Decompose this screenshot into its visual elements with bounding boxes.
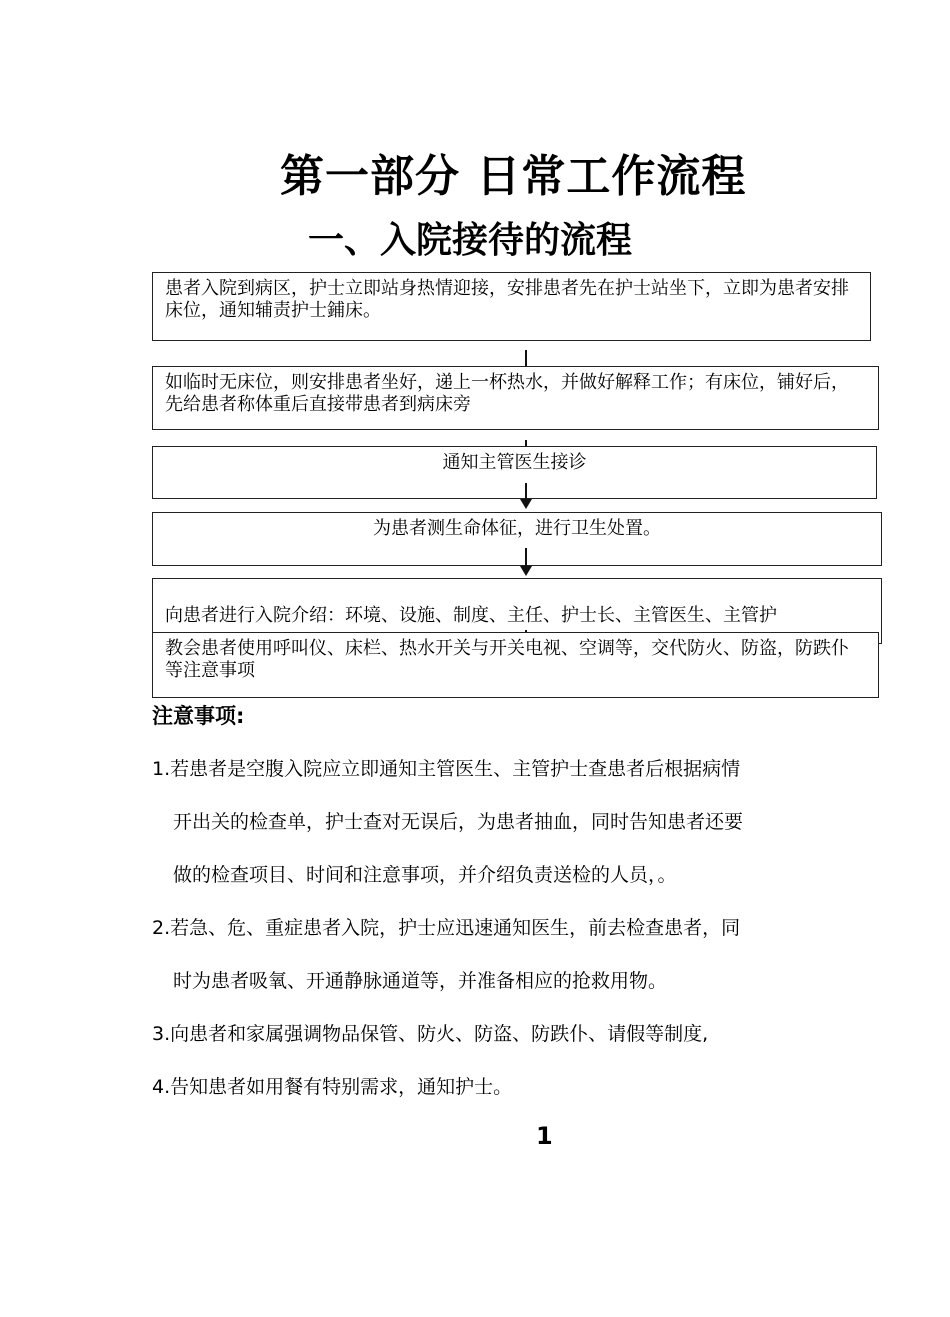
flow-step-3-text: 通知主管医生接诊 bbox=[442, 452, 587, 473]
flow-step-6-text: 教会患者使用呼叫仪、床栏、热水开关与开关电视、空调等，交代防火、防盗，防跌仆等注意事项 bbox=[165, 638, 849, 681]
note-line: 2.若急、危、重症患者入院，护士应迅速通知医生，前去检查患者，同 bbox=[152, 917, 741, 939]
flow-arrow-3 bbox=[525, 483, 527, 501]
flow-step-4 bbox=[152, 512, 882, 566]
page-title: 第一部分 日常工作流程 bbox=[280, 151, 747, 202]
note-line: 时为患者吸氧、开通静脉通道等，并准备相应的抢救用物。 bbox=[173, 970, 668, 992]
page-number: 1 bbox=[536, 1122, 553, 1150]
note-line: 3.向患者和家属强调物品保管、防火、防盗、防跌仆、请假等制度, bbox=[152, 1023, 709, 1045]
note-line: 4.告知患者如用餐有特别需求，通知护士。 bbox=[152, 1076, 513, 1098]
notes-heading: 注意事项: bbox=[152, 704, 245, 728]
flow-step-5-text: 向患者进行入院介绍：环境、设施、制度、主任、护士长、主管医生、主管护 bbox=[165, 605, 777, 626]
flow-step-2-text: 如临时无床位，则安排患者坐好，递上一杯热水，并做好解释工作；有床位，铺好后，先给患者称体重后直接带患者到病床旁 bbox=[165, 372, 849, 415]
flow-arrow-4 bbox=[525, 548, 527, 568]
note-line: 开出关的检查单，护士查对无误后，为患者抽血，同时告知患者还要 bbox=[173, 811, 744, 833]
flow-step-6 bbox=[152, 632, 879, 698]
note-line: 1.若患者是空腹入院应立即通知主管医生、主管护士查患者后根据病情 bbox=[152, 758, 741, 780]
flow-step-1-text: 患者入院到病区，护士立即站身热情迎接，安排患者先在护士站坐下，立即为患者安排床位，通知辅责护士鋪床。 bbox=[165, 278, 849, 321]
flow-step-4-text: 为患者测生命体征，进行卫生处置。 bbox=[373, 518, 661, 539]
flow-step-3 bbox=[152, 446, 877, 499]
section-title: 一、入院接待的流程 bbox=[308, 220, 633, 261]
note-line: 做的检查项目、时间和注意事项，并介绍负责送检的人员，。 bbox=[173, 864, 677, 886]
flow-step-1 bbox=[152, 272, 871, 341]
flow-step-2 bbox=[152, 366, 879, 430]
